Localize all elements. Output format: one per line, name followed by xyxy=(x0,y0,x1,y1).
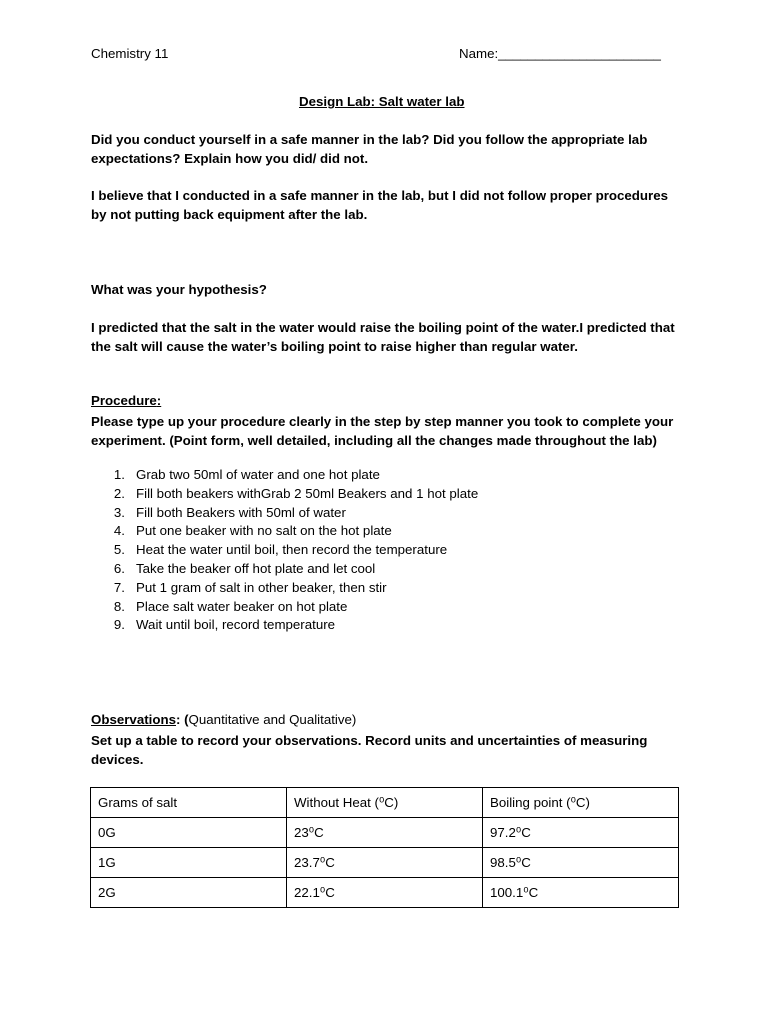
list-item: 8. Place salt water beaker on hot plate xyxy=(113,598,348,614)
table-cell: 97.2⁰C xyxy=(483,818,679,848)
list-item: 5. Heat the water until boil, then record the temperature xyxy=(113,542,448,558)
safety-answer: I believe that I conducted in a safe manner in the lab, but I did not follow proper procedures by not putting back equipment after the lab. xyxy=(91,188,669,222)
safety-question: Did you conduct yourself in a safe manner in the lab? Did you follow the appropriate lab expectations? Explain how you did/ did not. xyxy=(91,132,648,166)
table-cell: 23.7⁰C xyxy=(287,848,483,878)
course-name: Chemistry 11 xyxy=(91,46,169,61)
list-item: 6. Take the beaker off hot plate and let cool xyxy=(113,560,376,576)
table-row xyxy=(91,818,679,848)
table-cell: 23⁰C xyxy=(287,818,483,848)
table-row xyxy=(91,848,679,878)
table-cell: 100.1⁰C xyxy=(483,878,679,908)
hypothesis-question: What was your hypothesis? xyxy=(91,282,267,297)
procedure-instructions: Please type up your procedure clearly in the step by step manner you took to complete your experiment. (Point form, well detailed, including all the changes made throughout the lab) xyxy=(91,414,674,448)
observations-table xyxy=(90,787,679,908)
name-field-label: Name:______________________ xyxy=(459,46,661,61)
table-cell: 22.1⁰C xyxy=(287,878,483,908)
procedure-steps xyxy=(91,466,478,635)
table-header-cell: Boiling point (⁰C) xyxy=(483,788,679,818)
table-header-row xyxy=(91,788,679,818)
list-item: 2. Fill both beakers withGrab 2 50ml Beakers and 1 hot plate xyxy=(113,485,479,501)
table-cell: 2G xyxy=(91,878,287,908)
table-cell: 98.5⁰C xyxy=(483,848,679,878)
list-item: 3. Fill both Beakers with 50ml of water xyxy=(113,504,346,520)
page-title: Design Lab: Salt water lab xyxy=(299,94,465,109)
hypothesis-answer: I predicted that the salt in the water would raise the boiling point of the water.I predicted that the salt will cause the water’s boiling point to raise higher than regular water. xyxy=(91,320,675,354)
list-item: 7. Put 1 gram of salt in other beaker, then stir xyxy=(113,579,387,595)
observations-heading: Observations: (Quantitative and Qualitative) xyxy=(91,712,357,727)
list-item: 1. Grab two 50ml of water and one hot plate xyxy=(113,467,380,482)
table-cell: 0G xyxy=(91,818,287,848)
list-item: 9. Wait until boil, record temperature xyxy=(113,617,336,633)
table-cell: 1G xyxy=(91,848,287,878)
table-row xyxy=(91,878,679,908)
observations-instructions: Set up a table to record your observations. Record units and uncertainties of measuring devices. xyxy=(91,733,648,767)
table-header-cell: Without Heat (⁰C) xyxy=(287,788,483,818)
table-header-cell: Grams of salt xyxy=(91,788,287,818)
procedure-heading: Procedure: xyxy=(91,393,162,408)
list-item: 4. Put one beaker with no salt on the hot plate xyxy=(113,523,392,539)
